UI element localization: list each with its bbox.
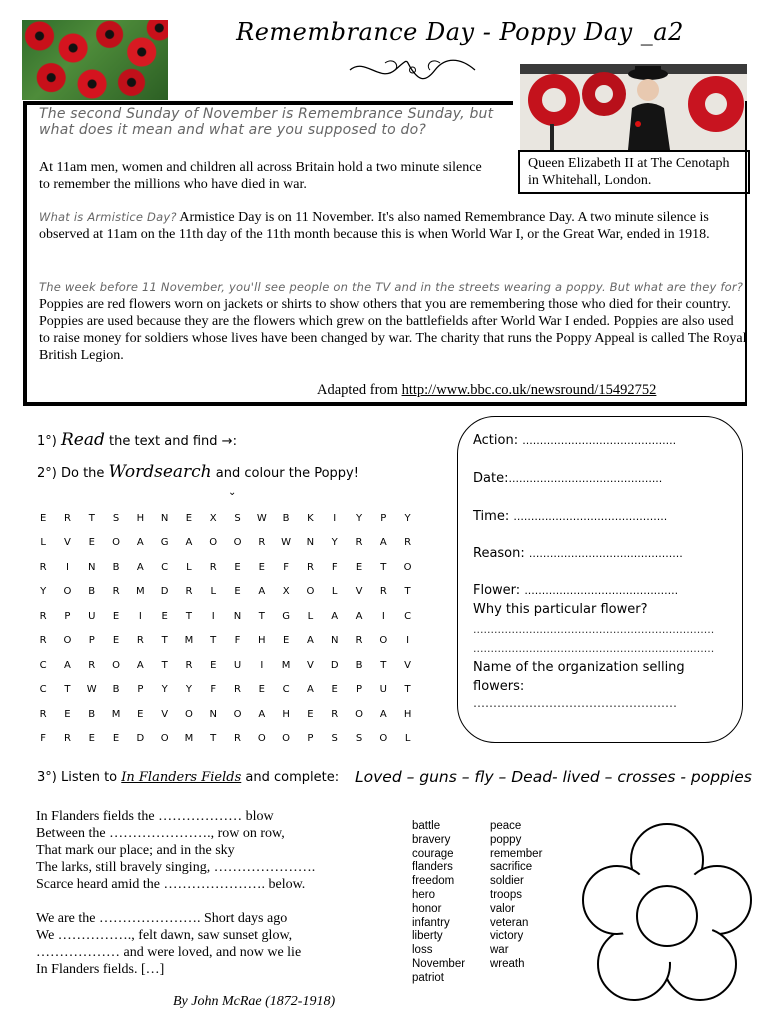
wordsearch-cell[interactable]: Y (355, 512, 363, 524)
wordsearch-cell[interactable]: R (88, 659, 96, 671)
wordsearch-cell[interactable]: E (355, 561, 363, 573)
wordsearch-cell[interactable]: O (233, 537, 242, 549)
wordsearch-cell[interactable]: N (330, 635, 339, 647)
wordsearch-cell[interactable]: A (379, 708, 387, 720)
wordsearch-cell[interactable]: F (210, 684, 217, 696)
wordsearch-cell[interactable]: U (88, 610, 96, 622)
wordsearch-cell[interactable]: L (40, 537, 46, 549)
wordsearch-cell[interactable]: O (209, 537, 218, 549)
wordsearch-cell[interactable]: Y (331, 537, 338, 549)
wordlist-item: patriot (412, 971, 444, 984)
wordsearch-cell[interactable]: T (404, 586, 411, 598)
wordsearch-cell[interactable]: E (112, 733, 120, 745)
wordsearch-cell[interactable]: F (40, 733, 47, 745)
wordsearch-cell[interactable]: R (39, 561, 47, 573)
wordsearch-cell[interactable]: E (258, 561, 265, 573)
poppies-photo (22, 20, 168, 100)
wordsearch-cell[interactable]: W (281, 537, 292, 549)
flower-blank: ............................................ (524, 584, 679, 597)
poem-line: We are the …………………. Short days ago (36, 911, 288, 926)
wordsearch-cell[interactable]: A (331, 610, 339, 622)
paragraph-armistice (39, 209, 747, 243)
wordsearch-cell[interactable]: A (185, 537, 193, 549)
wordlist-item: veteran (490, 916, 529, 929)
wordlist-item: loss (412, 944, 433, 957)
wordsearch-cell[interactable]: E (258, 684, 265, 696)
wordsearch-cell[interactable]: Y (185, 684, 192, 696)
wordsearch-cell[interactable]: T (88, 512, 95, 524)
wordsearch-cell[interactable]: O (379, 635, 388, 647)
wordlist-item: liberty (412, 930, 443, 943)
task-1-number: 1°) (37, 434, 57, 449)
wordsearch-cell[interactable]: B (88, 708, 96, 720)
wordsearch-cell[interactable]: E (307, 708, 314, 720)
wordsearch-cell[interactable]: I (406, 635, 410, 647)
wordlist-item: wreath (490, 957, 525, 970)
poem-stanza-2 (36, 910, 301, 978)
wordlist-item: flanders (412, 861, 453, 874)
task-1-rest: the text and find →: (109, 434, 237, 449)
wordsearch-cell[interactable]: H (403, 708, 412, 720)
wordlist-column-1 (412, 820, 465, 986)
question-poppies: The week before 11 November, you'll see people on the TV and in the streets wearing a poppy. But what are they for? (39, 280, 744, 294)
wordsearch-cell[interactable]: T (161, 659, 168, 671)
wordsearch-row (31, 653, 420, 678)
task-2-rest: and colour the Poppy! (215, 466, 359, 481)
wordsearch-row (31, 727, 420, 752)
wordsearch-cell[interactable]: T (64, 684, 71, 696)
wordsearch-cell[interactable]: H (258, 635, 266, 647)
wordsearch-cell[interactable]: O (306, 586, 315, 598)
wordsearch-cell[interactable]: A (64, 659, 71, 671)
why-flower-blank-2[interactable]: ..................................................................... (473, 642, 715, 655)
wordsearch-cell[interactable]: I (333, 512, 337, 524)
wordsearch-cell[interactable]: M (136, 586, 145, 598)
page-title: Remembrance Day - Poppy Day _a2 (236, 18, 684, 46)
wordlist-item: sacrifice (490, 861, 533, 874)
wordlist-item: troops (490, 888, 522, 901)
wordsearch-cell[interactable]: T (161, 635, 168, 647)
wordlist-item: November (412, 957, 466, 970)
wordsearch-cell[interactable]: F (283, 561, 289, 573)
wordsearch-cell[interactable]: V (404, 659, 412, 671)
action-label: Action: (473, 433, 519, 448)
wordsearch-cell[interactable]: T (258, 610, 265, 622)
source-line (317, 382, 656, 399)
source-link[interactable]: http://www.bbc.co.uk/newsround/15492752 (401, 382, 657, 398)
wordsearch-cell[interactable]: R (355, 537, 363, 549)
wordsearch-cell[interactable]: A (136, 659, 144, 671)
wordsearch-cell[interactable]: L (331, 586, 338, 598)
wordsearch-cell[interactable]: O (112, 659, 120, 671)
wordsearch-cell[interactable]: W (256, 512, 267, 524)
wordsearch-cell[interactable]: N (306, 537, 315, 549)
why-flower-blank-1[interactable]: ..................................................................... (473, 623, 715, 636)
wordsearch-cell[interactable]: O (355, 708, 363, 720)
wordsearch-cell[interactable]: O (257, 733, 266, 745)
wordsearch-cell[interactable]: T (380, 659, 387, 671)
wordsearch-cell[interactable]: A (258, 586, 266, 598)
wordsearch-cell[interactable]: X (282, 586, 290, 598)
wordsearch-cell[interactable]: R (39, 610, 47, 622)
task-3-poem-title: In Flanders Fields (121, 770, 242, 785)
flower-field[interactable] (473, 583, 678, 598)
why-flower-label: Why this particular flower? (473, 602, 648, 617)
wordsearch-cell[interactable]: D (136, 733, 145, 745)
wordsearch-cell[interactable]: R (404, 537, 412, 549)
wordsearch-cell[interactable]: A (379, 537, 387, 549)
wordsearch-cell[interactable]: B (112, 684, 120, 696)
wordsearch-cell[interactable]: L (307, 610, 314, 622)
wordlist-item: remember (490, 847, 543, 860)
wordsearch-cell[interactable]: O (233, 708, 242, 720)
wordsearch-cell[interactable]: M (281, 659, 291, 671)
paragraph-poppies (39, 279, 747, 364)
time-blank: ............................................ (513, 510, 668, 523)
wordsearch-cell[interactable]: R (234, 684, 241, 696)
wordsearch-cell[interactable]: H (136, 512, 145, 524)
wordsearch-cell[interactable]: S (234, 512, 241, 524)
wordsearch-cell[interactable]: I (381, 610, 385, 622)
wordsearch-cell[interactable]: S (112, 512, 120, 524)
wordsearch-cell[interactable]: M (184, 635, 194, 647)
wordsearch-cell[interactable]: E (112, 610, 120, 622)
poppy-outline-icon[interactable] (582, 818, 752, 1008)
wordsearch-cell[interactable]: D (160, 586, 169, 598)
wordsearch-cell[interactable]: I (138, 610, 142, 622)
wordsearch-cell[interactable]: O (282, 733, 291, 745)
wordlist-item: peace (490, 820, 522, 832)
answer-poppies: Poppies are red flowers worn on jackets or shirts to show others that you are remembering those who died for their country. Poppies are used because they are the flowers which grew on the battlefields after World War I ended. Poppies are also used to raise money for soldiers whose lives have been changed by war. The charity that runs the Poppy Appeal is called The Royal British Legion. (39, 297, 747, 363)
wordsearch-cell[interactable]: S (355, 733, 363, 745)
wordsearch-cell[interactable]: R (136, 635, 144, 647)
paragraph-silence: At 11am men, women and children all across Britain hold a two minute silence to remember the millions who have died in war. (39, 160, 482, 192)
poem-line: We ……………., felt dawn, saw sunset glow, (36, 928, 293, 943)
wordsearch-cell[interactable]: V (64, 537, 71, 549)
wordsearch-cell[interactable]: E (185, 512, 193, 524)
wordsearch-cell[interactable]: P (137, 684, 144, 696)
wordsearch-cell[interactable]: R (63, 512, 71, 524)
wordsearch-cell[interactable]: P (380, 512, 387, 524)
wordsearch-cell[interactable]: O (112, 537, 120, 549)
wordsearch-cell[interactable]: C (404, 610, 412, 622)
wordlist-item: courage (412, 847, 454, 860)
wordsearch-cell[interactable]: E (161, 610, 168, 622)
wordsearch-cell[interactable]: N (233, 610, 242, 622)
wordsearch-cell[interactable]: N (88, 561, 96, 573)
wordlist-item: battle (412, 820, 441, 832)
wordsearch-cell[interactable]: E (64, 708, 71, 720)
task-3-post: and complete: (245, 770, 340, 785)
wordsearch-cell[interactable]: H (282, 708, 290, 720)
reason-blank: ............................................ (528, 547, 683, 560)
reason-label: Reason: (473, 546, 525, 561)
wordlist-item: valor (490, 902, 515, 915)
wordsearch-cell[interactable]: P (307, 733, 314, 745)
wordsearch-cell[interactable]: R (258, 537, 266, 549)
wordsearch-cell[interactable]: D (330, 659, 339, 671)
wordlist-item: honor (412, 902, 442, 915)
wordsearch-cell[interactable]: O (63, 635, 72, 647)
poem-line: That mark our place; and in the sky (36, 843, 235, 858)
wordsearch-cell[interactable]: F (331, 561, 338, 573)
wordsearch-cell[interactable]: C (39, 659, 47, 671)
wordsearch-cell[interactable]: E (39, 512, 47, 524)
wordsearch-cell[interactable]: Y (40, 586, 47, 598)
time-field[interactable] (473, 509, 667, 524)
wordsearch-cell[interactable]: A (355, 610, 363, 622)
wordsearch-cell[interactable]: O (379, 733, 388, 745)
wordsearch-cell[interactable]: Y (404, 512, 411, 524)
wordsearch-cell[interactable]: T (210, 635, 217, 647)
poem-author: By John McRae (1872-1918) (173, 994, 336, 1009)
wordsearch-cell[interactable]: E (234, 586, 241, 598)
wordsearch-row (31, 506, 420, 531)
wordsearch-cell[interactable]: P (355, 684, 363, 696)
wordsearch-row (31, 531, 420, 556)
wordsearch-row (31, 580, 420, 605)
wordsearch-cell[interactable]: L (404, 733, 411, 745)
wordsearch-cell[interactable]: M (111, 708, 121, 720)
poem-line: The larks, still bravely singing, …………………. (36, 860, 316, 875)
wordsearch-cell[interactable]: L (186, 561, 192, 573)
answer-words: Loved – guns – fly – Dead- lived – crosses - poppies (355, 768, 752, 786)
wordsearch-cell[interactable]: R (185, 659, 193, 671)
poem-line: In Flanders fields. […] (36, 962, 165, 977)
wordsearch-row (31, 555, 420, 580)
wordsearch-cell[interactable]: T (380, 561, 387, 573)
wordsearch-cell[interactable]: U (379, 684, 387, 696)
question-remembrance-sunday: The second Sunday of November is Remembrance Sunday, but what does it mean and what are you supposed to do? (39, 106, 494, 138)
wordsearch-cell[interactable]: A (136, 537, 144, 549)
wordsearch-cell[interactable]: B (112, 561, 120, 573)
wordsearch-cell[interactable]: U (233, 659, 242, 671)
wordsearch-cell[interactable]: E (88, 733, 95, 745)
task-2 (37, 462, 359, 482)
poem-line: ……………… and were loved, and now we lie (36, 945, 302, 960)
wordsearch-row (31, 702, 420, 727)
wordsearch-cell[interactable]: E (210, 659, 217, 671)
wordsearch-cell[interactable]: A (306, 635, 314, 647)
wordsearch-cell[interactable]: C (161, 561, 169, 573)
wordsearch-cell[interactable]: V (161, 708, 169, 720)
wordsearch-cell[interactable]: F (234, 635, 241, 647)
wordsearch-cell[interactable]: N (160, 512, 169, 524)
wordsearch-cell[interactable]: A (258, 708, 266, 720)
date-blank: ............................................ (508, 472, 663, 485)
findings-box (457, 416, 743, 743)
question-armistice: What is Armistice Day? (39, 210, 177, 224)
wordsearch-cell[interactable]: A (306, 684, 314, 696)
time-label: Time: (473, 509, 510, 524)
wordsearch-cell[interactable]: T (404, 684, 411, 696)
wordsearch-cell[interactable]: O (184, 708, 193, 720)
caret-icon: ⌄ (228, 487, 237, 498)
wordsearch-cell[interactable]: O (160, 733, 169, 745)
wordsearch-cell[interactable]: B (88, 586, 96, 598)
article-box (23, 101, 747, 406)
poem-line: Between the …………………., row on row, (36, 826, 285, 841)
wordsearch-cell[interactable]: I (260, 659, 264, 671)
task-1 (37, 430, 237, 450)
wordsearch-cell[interactable]: R (39, 635, 47, 647)
wordsearch-cell[interactable]: B (355, 659, 363, 671)
wordsearch-cell[interactable]: R (112, 586, 120, 598)
wordsearch-cell[interactable]: W (86, 684, 97, 696)
date-field[interactable] (473, 471, 662, 486)
wordsearch-cell[interactable]: R (379, 586, 387, 598)
wordsearch-cell[interactable]: I (65, 561, 69, 573)
action-field[interactable] (473, 433, 676, 448)
wordlist-item: soldier (490, 875, 524, 888)
wordsearch-cell[interactable]: R (355, 635, 363, 647)
wordsearch-cell[interactable]: R (331, 708, 339, 720)
wordlist-item: bravery (412, 833, 451, 846)
wordsearch-cell[interactable]: G (282, 610, 290, 622)
wordsearch-row (31, 604, 420, 629)
wordsearch-cell[interactable]: Y (161, 684, 168, 696)
wordsearch-row (31, 629, 420, 654)
wordsearch-cell[interactable]: T (210, 733, 217, 745)
task-2-word: Wordsearch (108, 462, 212, 482)
wordlist-column-2 (490, 820, 542, 972)
poem-stanza-1 (36, 808, 315, 893)
wordsearch-cell[interactable]: V (355, 586, 363, 598)
wordsearch-cell[interactable]: L (210, 586, 217, 598)
wordsearch-cell[interactable]: T (185, 610, 192, 622)
date-label: Date: (473, 471, 509, 486)
wordsearch-cell[interactable]: C (282, 684, 290, 696)
wordlist-item: infantry (412, 916, 450, 929)
wordsearch-cell[interactable]: P (88, 635, 95, 647)
wordsearch-cell[interactable]: R (185, 586, 193, 598)
wordsearch-cell[interactable]: X (209, 512, 217, 524)
decorative-flourish-icon (345, 55, 480, 85)
wordsearch-cell[interactable]: E (331, 684, 338, 696)
wordsearch-cell[interactable]: S (331, 733, 338, 745)
wordsearch-cell[interactable]: R (39, 708, 47, 720)
wordsearch-cell[interactable]: E (282, 635, 290, 647)
wordsearch-cell[interactable]: E (137, 708, 144, 720)
wordsearch-cell[interactable]: R (63, 733, 71, 745)
wordsearch-cell[interactable]: V (306, 659, 314, 671)
wordsearch-cell[interactable]: E (88, 537, 95, 549)
wordsearch-cell[interactable]: K (307, 512, 314, 524)
wordlist-item: victory (490, 930, 524, 943)
wordsearch-cell[interactable]: R (234, 733, 241, 745)
wordsearch-cell[interactable]: C (39, 684, 47, 696)
organization-label: Name of the organization selling flowers: (473, 660, 685, 694)
poem-line: In Flanders fields the ……………… blow (36, 809, 274, 824)
wordlist-item: hero (412, 888, 436, 901)
wordsearch-cell[interactable]: R (306, 561, 314, 573)
poem-line: Scarce heard amid the …………………. below. (36, 877, 306, 892)
wordsearch-cell[interactable]: N (209, 708, 217, 720)
wordsearch-cell[interactable]: M (184, 733, 194, 745)
wordsearch-cell[interactable]: I (211, 610, 215, 622)
wordsearch-cell[interactable]: E (234, 561, 241, 573)
action-blank: ............................................ (522, 434, 677, 447)
wordsearch-grid (31, 506, 420, 751)
wordsearch-cell[interactable]: G (160, 537, 169, 549)
task-1-word: Read (60, 430, 105, 450)
organization-blank[interactable]: …………………………………………… (473, 696, 677, 710)
wordlist-item: poppy (490, 833, 522, 846)
wordsearch-cell[interactable]: P (64, 610, 71, 622)
wordlist-item: freedom (412, 875, 455, 888)
wordsearch-cell[interactable]: O (403, 561, 412, 573)
wordsearch-cell[interactable]: A (136, 561, 144, 573)
task-3 (37, 770, 339, 785)
wordsearch-cell[interactable]: R (209, 561, 217, 573)
wordsearch-cell[interactable]: B (282, 512, 290, 524)
flower-label: Flower: (473, 583, 521, 598)
wordsearch-row (31, 678, 420, 703)
task-3-pre: 3°) Listen to (37, 770, 118, 785)
source-prefix: Adapted from (317, 382, 398, 398)
task-2-number: 2°) Do the (37, 466, 105, 481)
photo-caption: Queen Elizabeth II at The Cenotaph in Whitehall, London. (518, 150, 750, 194)
reason-field[interactable] (473, 546, 683, 561)
wordsearch-cell[interactable]: E (112, 635, 120, 647)
wordlist-item: war (490, 944, 509, 957)
answer-armistice: Armistice Day is on 11 November. It's also named Remembrance Day. A two minute silence is observed at 11am on the 11th day of the 11th month because this is when World War I, or the Great War, ended in 1918. (39, 210, 710, 242)
wordsearch-cell[interactable]: O (63, 586, 72, 598)
